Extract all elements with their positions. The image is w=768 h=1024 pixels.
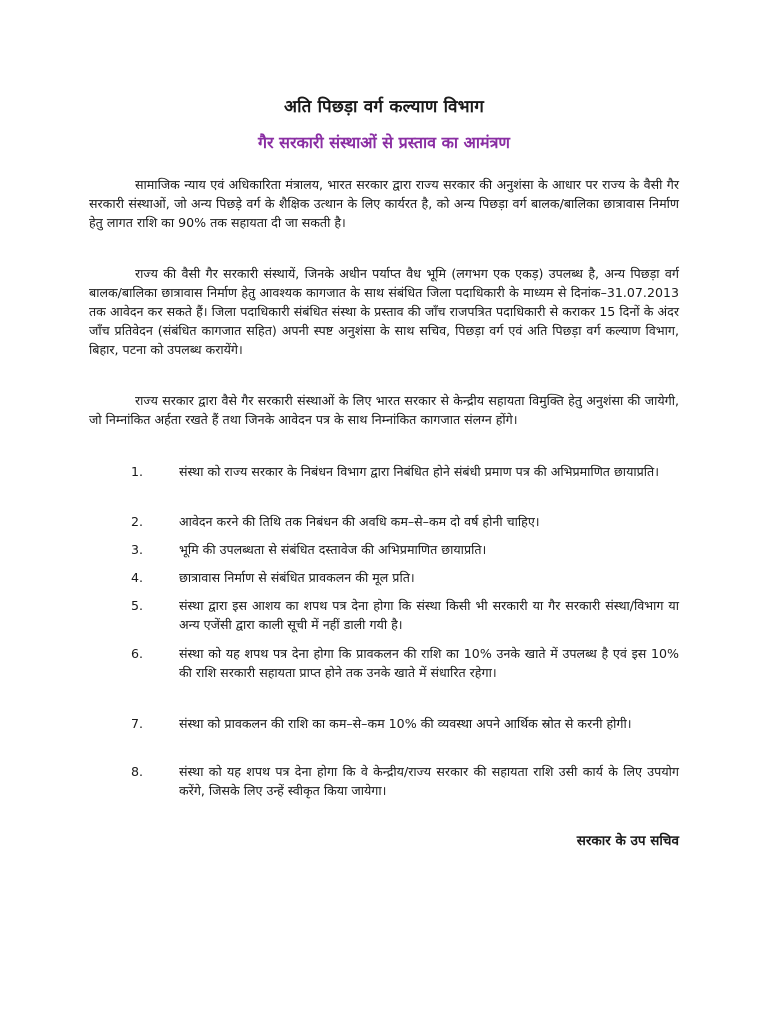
list-item-text: संस्था को यह शपथ पत्र देना होगा कि वे केन्द्रीय/राज्य सरकार की सहायता राशि उसी कार्य के लिए उपयोग करेंगे, जिसके लिए उन्हें स्वीकृत किया जायेगा। (179, 764, 679, 798)
list-item-number: 8. (131, 764, 144, 779)
list-item-number: 4. (131, 570, 144, 585)
department-title: अति पिछड़ा वर्ग कल्याण विभाग (283, 97, 484, 117)
list-item-number: 1. (131, 464, 144, 479)
signature: सरकार के उप सचिव (576, 833, 679, 849)
list-item-text: संस्था को प्रावकलन की राशि का कम–से–कम 10% की व्यवस्था अपने आर्थिक स्रोत से करनी होगी। (179, 716, 632, 731)
list-item-number: 7. (131, 716, 144, 731)
eligibility-paragraph: राज्य सरकार द्वारा वैसे गैर सरकारी संस्थाओं के लिए भारत सरकार से केन्द्रीय सहायता विमुक्ति हेतु अनुशंसा की जायेगी, जो निम्नांकित अर्हता रखते हैं तथा जिनके आवेदन पत्र के साथ निम्नांकित कागजात संलग्न होंगे। (89, 393, 679, 427)
list-item-number: 5. (131, 598, 144, 613)
list-item-number: 2. (131, 514, 144, 529)
list-item-text: संस्था को यह शपथ पत्र देना होगा कि प्रावकलन की राशि का 10% उनके खाते में उपलब्ध है एवं इस 10% की राशि सरकारी सहायता प्राप्त होने तक उनके खाते में संधारित रहेगा। (179, 646, 679, 680)
list-item-text: संस्था को राज्य सरकार के निबंधन विभाग द्वारा निबंधित होने संबंधी प्रमाण पत्र की अभिप्रमाणित छायाप्रति। (179, 464, 660, 479)
list-item-text: छात्रावास निर्माण से संबंधित प्रावकलन की मूल प्रति। (179, 570, 415, 585)
notice-title: गैर सरकारी संस्थाओं से प्रस्ताव का आमंत्रण (258, 133, 510, 152)
list-item-text: संस्था द्वारा इस आशय का शपथ पत्र देना होगा कि संस्था किसी भी सरकारी या गैर सरकारी संस्था/विभाग या अन्य एजेंसी द्वारा काली सूची में नहीं डाली गयी है। (179, 598, 679, 632)
list-item-text: आवेदन करने की तिथि तक निबंधन की अवधि कम–से–कम दो वर्ष होनी चाहिए। (179, 514, 540, 529)
intro-paragraph: सामाजिक न्याय एवं अधिकारिता मंत्रालय, भारत सरकार द्वारा राज्य सरकार की अनुशंसा के आधार पर राज्य के वैसी गैर सरकारी संस्थाओं, जो अन्य पिछड़े वर्ग के शैक्षिक उत्थान के लिए कार्यरत है, को अन्य पिछड़ा वर्ग बालक/बालिका छात्रावास निर्माण हेतु लागत राशि का 90% तक सहायता दी जा सकती है। (89, 177, 679, 230)
application-paragraph: राज्य की वैसी गैर सरकारी संस्थायें, जिनके अधीन पर्याप्त वैध भूमि (लगभग एक एकड़) उपलब्ध है, अन्य पिछड़ा वर्ग बालक/बालिका छात्रावास निर्माण हेतु आवश्यक कागजात के साथ संबंधित जिला पदाधिकारी के माध्यम से दिनांक–31.07.2013 तक आवेदन कर सकते हैं। जिला पदाधिकारी संबंधित संस्था के प्रस्ताव की जाँच राजपत्रित पदाधिकारी से कराकर 15 दिनों के अंदर जाँच प्रतिवेदन (संबंधित कागजात सहित) अपनी स्पष्ट अनुशंसा के साथ सचिव, पिछड़ा वर्ग एवं अति पिछड़ा वर्ग कल्याण विभाग, बिहार, पटना को उपलब्ध करायेंगे। (89, 266, 679, 357)
list-item-number: 3. (131, 542, 144, 557)
list-item-text: भूमि की उपलब्धता से संबंधित दस्तावेज की अभिप्रमाणित छायाप्रति। (179, 542, 487, 557)
list-item-number: 6. (131, 646, 144, 661)
